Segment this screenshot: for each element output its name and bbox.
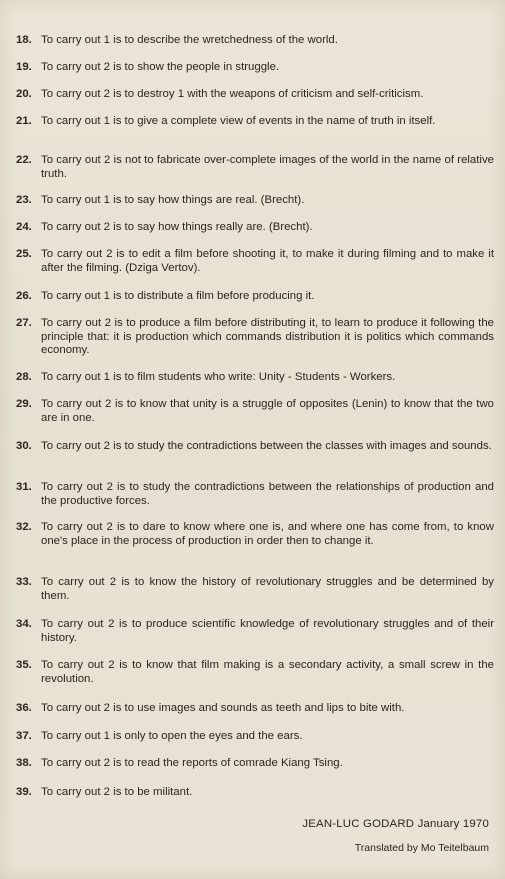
- item-number: 29.: [16, 398, 32, 410]
- list-item: [16, 576, 494, 603]
- list-item: [16, 34, 494, 48]
- item-text: To carry out 2 is to produce a film before distributing it, to learn to produce it following the principle that: it is production which commands distribution it is politics which commands economy.: [41, 317, 494, 356]
- item-text: To carry out 2 is to dare to know where one is, and where one has come from, to know one's place in the process of production in order then to change it.: [41, 521, 494, 547]
- item-text: To carry out 1 is to say how things are real. (Brecht).: [41, 194, 305, 206]
- list-item: [16, 521, 494, 548]
- item-text: To carry out 2 is to know that film making is a secondary activity, a small screw in the revolution.: [41, 659, 494, 685]
- list-item: [16, 757, 494, 771]
- item-text: To carry out 2 is to know the history of revolutionary struggles and be determined by them.: [41, 576, 494, 602]
- list-item: [16, 371, 494, 385]
- item-text: To carry out 2 is not to fabricate over-complete images of the world in the name of relative truth.: [41, 154, 494, 180]
- list-item: [16, 154, 494, 181]
- list-item: [16, 115, 494, 129]
- list-item: [16, 440, 494, 454]
- item-text: To carry out 2 is to say how things really are. (Brecht).: [41, 221, 313, 233]
- list-item: [16, 61, 494, 75]
- list-item: [16, 88, 494, 102]
- list-item: [16, 221, 494, 235]
- item-text: To carry out 2 is to study the contradictions between the classes with images and sounds.: [41, 440, 492, 452]
- item-text: To carry out 2 is to produce scientific knowledge of revolutionary struggles and of their history.: [41, 618, 494, 644]
- item-text: To carry out 2 is to be militant.: [41, 786, 193, 798]
- item-number: 21.: [16, 115, 32, 127]
- item-number: 27.: [16, 317, 32, 329]
- list-item: [16, 248, 494, 275]
- list-item: [16, 290, 494, 304]
- item-number: 24.: [16, 221, 32, 233]
- item-number: 33.: [16, 576, 32, 588]
- item-number: 38.: [16, 757, 32, 769]
- item-number: 28.: [16, 371, 32, 383]
- item-number: 35.: [16, 659, 32, 671]
- list-item: [16, 786, 494, 800]
- item-text: To carry out 2 is to destroy 1 with the weapons of criticism and self-criticism.: [41, 88, 424, 100]
- item-number: 36.: [16, 702, 32, 714]
- item-text: To carry out 2 is to know that unity is a struggle of opposites (Lenin) to know that the two are in one.: [41, 398, 494, 424]
- item-text: To carry out 1 is only to open the eyes and the ears.: [41, 730, 303, 742]
- list-item: [16, 730, 494, 744]
- item-number: 34.: [16, 618, 32, 630]
- item-number: 30.: [16, 440, 32, 452]
- list-item: [16, 317, 494, 358]
- item-text: To carry out 2 is to edit a film before shooting it, to make it during filming and to make it after the filming. (Dziga Vertov).: [41, 248, 494, 274]
- item-text: To carry out 1 is to distribute a film before producing it.: [41, 290, 315, 302]
- list-item: [16, 398, 494, 425]
- item-number: 20.: [16, 88, 32, 100]
- item-text: To carry out 1 is to film students who write: Unity - Students - Workers.: [41, 371, 396, 383]
- list-item: [16, 194, 494, 208]
- item-number: 23.: [16, 194, 32, 206]
- item-text: To carry out 2 is to show the people in struggle.: [41, 61, 280, 73]
- item-number: 22.: [16, 154, 32, 166]
- item-number: 25.: [16, 248, 32, 260]
- list-item: [16, 618, 494, 645]
- item-number: 37.: [16, 730, 32, 742]
- list-item: [16, 702, 494, 716]
- item-number: 18.: [16, 34, 32, 46]
- list-item: [16, 659, 494, 686]
- item-number: 31.: [16, 481, 32, 493]
- translator-credit: Translated by Mo Teitelbaum: [354, 842, 489, 854]
- item-number: 26.: [16, 290, 32, 302]
- item-number: 19.: [16, 61, 32, 73]
- item-number: 32.: [16, 521, 32, 533]
- list-item: [16, 481, 494, 508]
- item-text: To carry out 1 is to give a complete view of events in the name of truth in itself.: [41, 115, 436, 127]
- item-text: To carry out 1 is to describe the wretchedness of the world.: [41, 34, 338, 46]
- item-text: To carry out 2 is to study the contradictions between the relationships of production and the productive forces.: [41, 481, 494, 507]
- item-number: 39.: [16, 786, 32, 798]
- item-text: To carry out 2 is to read the reports of comrade Kiang Tsing.: [41, 757, 343, 769]
- author-signature: JEAN-LUC GODARD January 1970: [302, 818, 489, 830]
- item-text: To carry out 2 is to use images and sounds as teeth and lips to bite with.: [41, 702, 405, 714]
